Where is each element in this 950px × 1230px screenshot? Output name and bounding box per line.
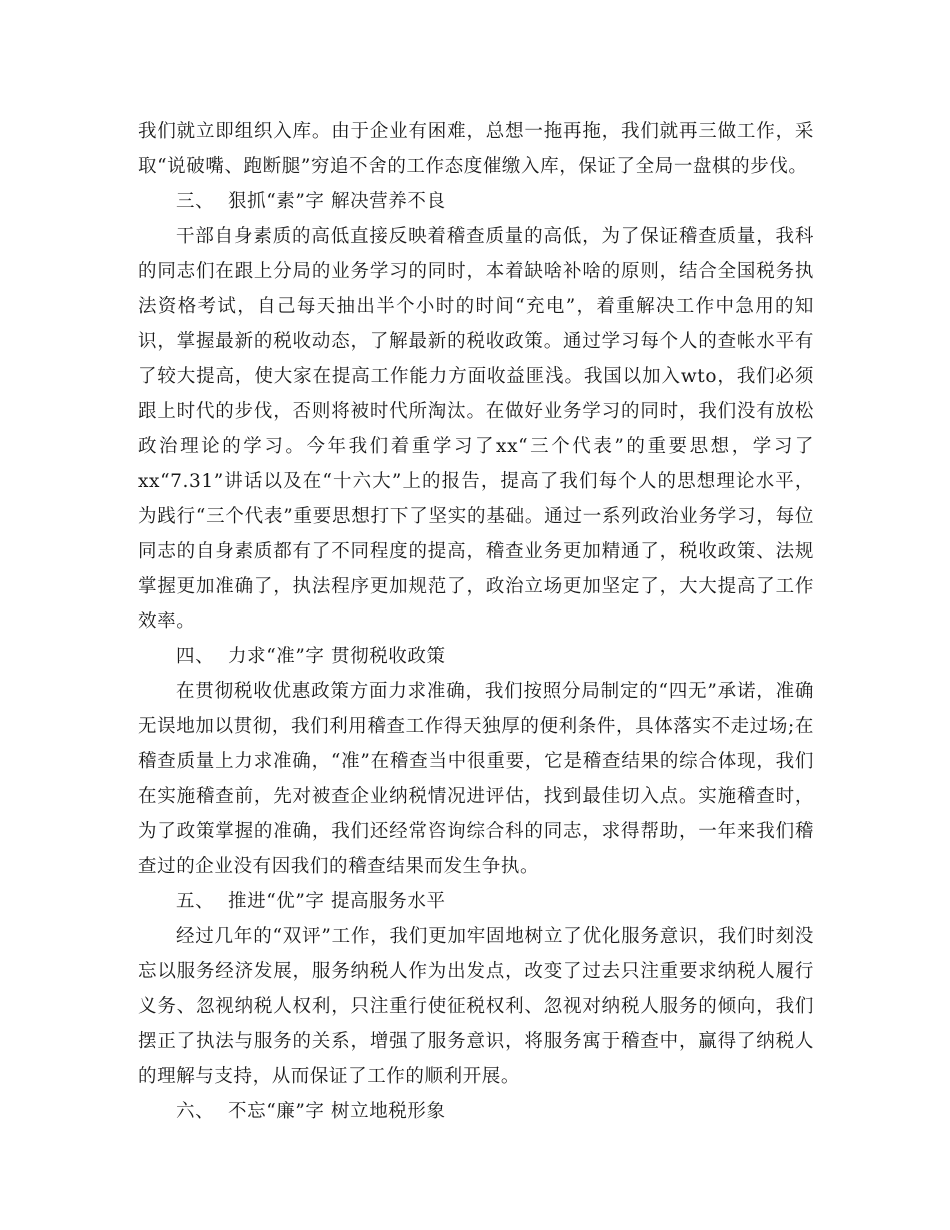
section-title: 推进“优”字 提高服务水平 xyxy=(228,891,446,912)
section-number: 五、 xyxy=(176,891,215,912)
document-body xyxy=(138,114,814,1129)
section-title: 不忘“廉”字 树立地税形象 xyxy=(228,1101,446,1122)
section-title: 狠抓“素”字 解决营养不良 xyxy=(228,191,446,212)
section-title: 力求“准”字 贯彻税收政策 xyxy=(228,646,446,667)
paragraph-quality: 干部自身素质的高低直接反映着稽查质量的高低，为了保证稽查质量，我科的同志们在跟上分局的业务学习的同时，本着缺啥补啥的原则，结合全国税务执法资格考试，自己每天抽出半个小时的时间“充电”，着重解决工作中急用的知识，掌握最新的税收动态，了解最新的税收政策。通过学习每个人的查帐水平有了较大提高，使大家在提高工作能力方面收益匪浅。我国以加入wto，我们必须跟上时代的步伐，否则将被时代所淘汰。在做好业务学习的同时，我们没有放松政治理论的学习。今年我们着重学习了xx“三个代表”的重要思想，学习了xx“7.31”讲话以及在“十六大”上的报告，提高了我们每个人的思想理论水平，为践行“三个代表”重要思想打下了坚实的基础。通过一系列政治业务学习，每位同志的自身素质都有了不同程度的提高，稽查业务更加精通了，税收政策、法规掌握更加准确了，执法程序更加规范了，政治立场更加坚定了，大大提高了工作效率。 xyxy=(138,226,814,632)
section-heading-4 xyxy=(138,639,814,674)
section-number: 六、 xyxy=(176,1101,215,1122)
section-heading-5 xyxy=(138,884,814,919)
section-heading-3 xyxy=(138,184,814,219)
section-number: 三、 xyxy=(176,191,215,212)
paragraph-continuation: 我们就立即组织入库。由于企业有困难，总想一拖再拖，我们就再三做工作，采取“说破嘴、跑断腿”穷追不舍的工作态度催缴入库，保证了全局一盘棋的步伐。 xyxy=(138,121,814,177)
section-heading-6 xyxy=(138,1094,814,1129)
section-number: 四、 xyxy=(176,646,215,667)
paragraph-policy: 在贯彻税收优惠政策方面力求准确，我们按照分局制定的“四无”承诺，准确无误地加以贯彻，我们利用稽查工作得天独厚的便利条件，具体落实不走过场;在稽查质量上力求准确，“准”在稽查当中很重要，它是稽查结果的综合体现，我们在实施稽查前，先对被查企业纳税情况进评估，找到最佳切入点。实施稽查时，为了政策掌握的准确，我们还经常咨询综合科的同志，求得帮助，一年来我们稽查过的企业没有因我们的稽查结果而发生争执。 xyxy=(138,681,814,877)
paragraph-service: 经过几年的“双评”工作，我们更加牢固地树立了优化服务意识，我们时刻没忘以服务经济发展，服务纳税人作为出发点，改变了过去只注重要求纳税人履行义务、忽视纳税人权利，只注重行使征税权利、忽视对纳税人服务的倾向，我们摆正了执法与服务的关系，增强了服务意识，将服务寓于稽查中，赢得了纳税人的理解与支持，从而保证了工作的顺利开展。 xyxy=(138,926,814,1087)
